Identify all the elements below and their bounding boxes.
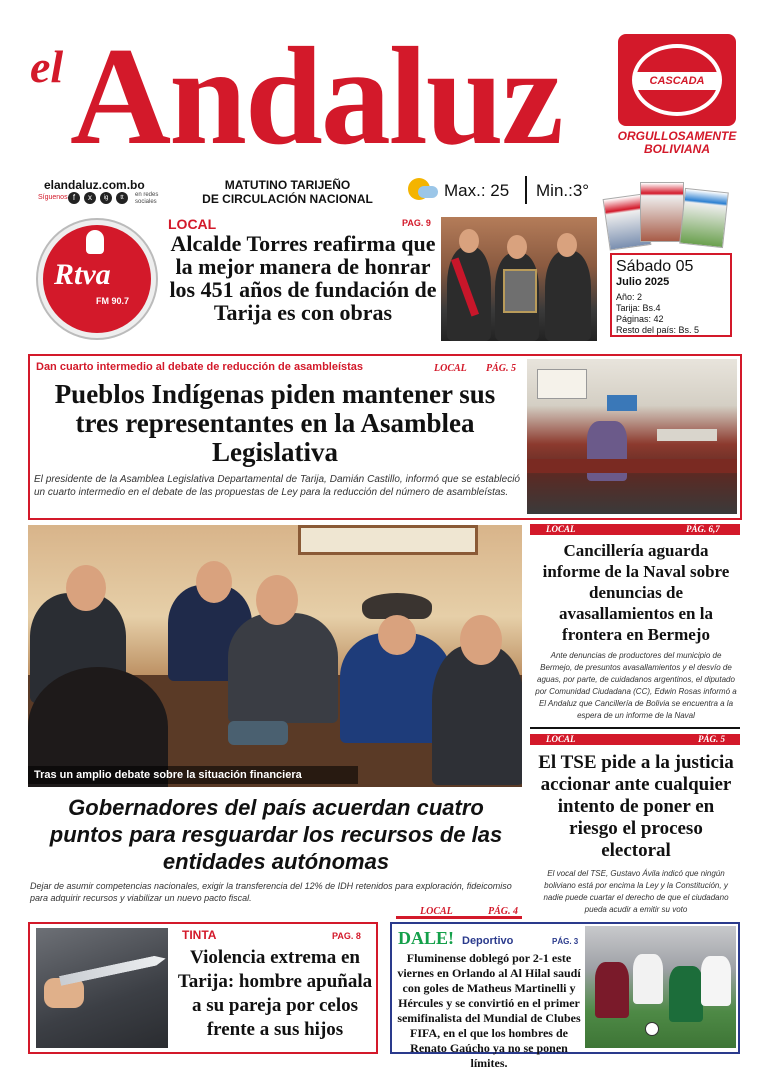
story3-page: PÁG. 4 xyxy=(488,906,518,917)
person-face xyxy=(557,233,577,257)
story2-photo[interactable] xyxy=(527,359,737,514)
story3-body: Dejar de asumir competencias nacionales, exigir la transferencia del 12% de IDH retenidos para exploración, fideicomiso para adquirir recursos y viabilizar un nuevo pacto fiscal. xyxy=(30,881,512,903)
story4-section: LOCAL xyxy=(546,524,576,534)
story7-headline[interactable]: Fluminense doblegó por 2-1 este viernes en Orlando al Al Hilal saudí con goles de Matheus Martinelli y Hércules y se convirtió en el primer semifinalista del Mundial de Clubes FIFA, en el que los hombres de Renato Gaúcho ya no se ponen límites. xyxy=(397,951,581,1070)
person-face xyxy=(196,561,232,603)
story3-headline[interactable]: Gobernadores del país acuerdan cuatro puntos para resguardar los recursos de las entidades autónomas xyxy=(49,795,503,874)
story2-kicker: Dan cuarto intermedio al debate de reducción de asambleístas xyxy=(36,361,364,373)
story1-photo[interactable] xyxy=(441,217,597,341)
story5-page: PÁG. 5 xyxy=(698,734,725,744)
tagline-line-2: DE CIRCULACIÓN NACIONAL xyxy=(202,192,373,206)
person-face xyxy=(256,575,298,625)
story3-section: LOCAL xyxy=(420,906,453,917)
tiktok-icon[interactable]: tt xyxy=(116,192,128,204)
desk-row xyxy=(527,459,737,473)
story7-section: Deportivo xyxy=(462,935,514,947)
edition-price-national: Resto del país: Bs. 5 xyxy=(616,325,700,335)
commemorative-plaque xyxy=(503,269,537,313)
player-figure xyxy=(595,962,629,1018)
wall-clock xyxy=(537,369,587,399)
story5-body: El vocal del TSE, Gustavo Ávila indicó que ningún boliviano está por encima la Ley y la Constitución, y nadie puede cuartar el derecho de que el ciudadano pueda acudir a emitir su voto xyxy=(543,869,729,914)
logo-prefix: el xyxy=(30,41,64,92)
cover-thumbnail[interactable] xyxy=(679,188,729,248)
min-temperature: Min.:3° xyxy=(536,181,590,200)
instagram-icon[interactable]: ig xyxy=(100,192,112,204)
story5-headline[interactable]: El TSE pide a la justicia accionar ante cualquier intento de poner en riesgo el proceso electoral xyxy=(538,752,734,861)
story6-page: PAG. 8 xyxy=(332,931,361,941)
story2-body: El presidente de la Asamblea Legislativa Departamental de Tarija, Damián Castillo, informó que se estableció un cuarto intermedio en el debate de las propuestas de Ley para la reducción del número de asambleístas. xyxy=(34,474,520,498)
story2-section: LOCAL xyxy=(434,363,467,374)
temperature-divider xyxy=(525,176,527,204)
edition-day: Sábado 05 xyxy=(616,258,694,275)
facebook-icon[interactable]: f xyxy=(68,192,80,204)
story4-page: PÁG. 6,7 xyxy=(686,524,720,534)
newspaper-logo[interactable]: Andaluz xyxy=(70,19,562,174)
person-face xyxy=(507,235,527,259)
tagline xyxy=(200,178,375,206)
person-figure xyxy=(545,251,591,341)
cloud-icon xyxy=(418,186,438,198)
soccer-ball xyxy=(645,1022,659,1036)
story2-page: PÁG. 5 xyxy=(486,363,516,374)
edition-price-tarija: Tarija: Bs.4 xyxy=(616,303,661,313)
story7-photo[interactable] xyxy=(585,926,736,1048)
story7-page: PÁG. 3 xyxy=(552,937,579,946)
follow-label: Síguenos xyxy=(38,194,68,201)
person-figure xyxy=(228,613,338,723)
slogan-line-1: ORGULLOSAMENTE xyxy=(617,129,737,143)
person-face xyxy=(460,615,502,665)
column-divider xyxy=(530,727,740,729)
screen xyxy=(607,395,637,411)
wall-painting xyxy=(298,525,478,555)
person-face xyxy=(459,229,479,253)
desk xyxy=(657,429,717,441)
tagline-line-1: MATUTINO TARIJEÑO xyxy=(224,178,351,192)
story6-headline[interactable]: Violencia extrema en Tarija: hombre apuñala a su pareja por celos frente a sus hijos xyxy=(177,947,373,1040)
story3-caption: Tras un amplio debate sobre la situación financiera xyxy=(28,766,358,784)
story1-headline[interactable]: Alcalde Torres reafirma que la mejor manera de honrar los 451 años de fundación de Tarija es con obras xyxy=(169,231,437,325)
person-face xyxy=(66,565,106,611)
microphone-icon xyxy=(86,230,104,254)
story1-page: PAG. 9 xyxy=(402,218,431,228)
story2-headline[interactable]: Pueblos Indígenas piden mantener sus tres representantes en la Asamblea Legislativa xyxy=(54,379,496,467)
edition-month: Julio 2025 xyxy=(616,276,670,288)
cover-thumbnail[interactable] xyxy=(640,182,684,242)
max-temperature: Max.: 25 xyxy=(444,181,510,200)
player-figure xyxy=(633,954,663,1004)
edition-pages: Páginas: 42 xyxy=(616,314,664,324)
radio-frequency: FM 90.7 xyxy=(96,296,130,306)
person-face xyxy=(378,615,416,655)
story4-headline[interactable]: Cancillería aguarda informe de la Naval sobre denuncias de avasallamientos en la frontera en Bermejo xyxy=(542,541,730,644)
radio-name: Rtva xyxy=(54,258,111,291)
person-figure xyxy=(432,645,522,785)
edition-year: Año: 2 xyxy=(616,292,643,302)
social-note: en redes sociales xyxy=(135,192,159,205)
site-url[interactable]: elandaluz.com.bo xyxy=(44,178,145,192)
story4-body: Ante denuncias de productores del municipio de Bermejo, de presuntos avasallamientos y el desvío de aguas, por parte, de cuidadanos argentinos, el diputado por Comunidad Ciudadana (CC), Edwin Rosas informó a El Andaluz que Cancillería de Bolivia se encuentra a la espera de un informe de la Naval xyxy=(535,651,737,720)
player-figure xyxy=(701,956,731,1006)
story6-photo[interactable] xyxy=(36,928,168,1048)
story3-photo[interactable] xyxy=(28,525,522,787)
sports-brand: DALE! xyxy=(398,928,455,948)
story5-section: LOCAL xyxy=(546,734,576,744)
slogan-line-2: BOLIVIANA xyxy=(644,142,710,156)
sponsor-slogan xyxy=(612,130,742,156)
x-twitter-icon[interactable]: x xyxy=(84,192,96,204)
story6-section: TINTA xyxy=(182,928,217,942)
player-figure xyxy=(669,966,703,1022)
story1-section: LOCAL xyxy=(168,216,217,232)
sponsor-name: CASCADA xyxy=(636,72,718,90)
conference-phone xyxy=(228,721,288,745)
